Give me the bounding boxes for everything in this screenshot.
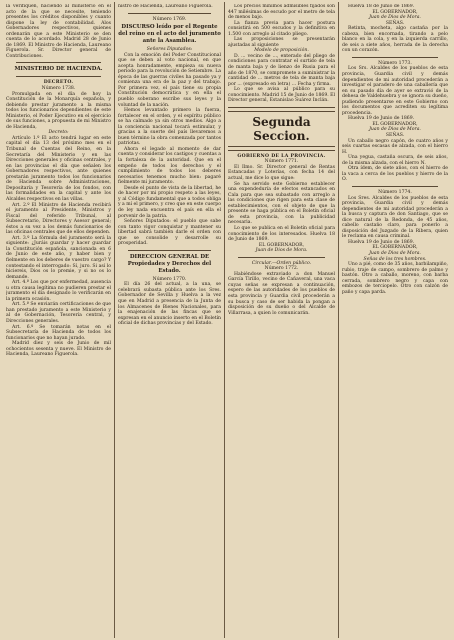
paragraph: Los precios mínimos admisibles fijados son 447 milésimas de escudo por el metro de tela de menos bajo. <box>228 4 335 21</box>
column-rule <box>338 2 339 638</box>
item-number: Número 1774. <box>378 189 412 195</box>
paragraph: Huelva 19 de Junio de 1869. <box>348 239 415 245</box>
paragraph: El día 26 del actual, a la una, se celebrará subasta pública ante los Sres. Gobernador de Sevilla y Huelva a la vez que en Madrid a presencia de la Junta de los Almacenes de Bienes Nacionales, para la enajenación de las fincas que se expresan en el anuncio inserto en el Boletín oficial de dichas provincias y del Estado. <box>118 282 221 327</box>
section-title: Segunda Seccion. <box>252 114 311 143</box>
separator <box>228 146 335 151</box>
signature-name: Juan de Dios de Mora. <box>255 248 308 254</box>
separator <box>352 186 438 187</box>
paragraph: Promulgada en el día de hoy la Constitución de la Monarquía española, y debiendo prestar juramento a la misma todos los funcionarios dependientes de este Ministerio, el Poder Ejecutivo en el ejercicio de sus funciones, a propuesta de mi Ministro de Hacienda, <box>6 91 111 130</box>
separator <box>238 257 325 258</box>
item-number: Número 1769. <box>152 16 187 22</box>
model-title: Modelo de proposición. <box>254 48 309 54</box>
paragraph: Uno a pié, como de 35 años, barbilampiño, rubio, traje de campo, sombrero de palmo y bastón. Otro a caballo, moreno, con barba cerrada, sombrero negro y capa con embozos de terciopelo. Otro con calzón de paño y capa parda. <box>342 262 448 295</box>
paragraph: Art. 5.º Se enviarán certificaciones de que han prestado juramento a este Ministerio y al de Gobernación, Tesorería central, y Direcciones generales. <box>6 302 111 324</box>
paragraph: Los Sres. Alcaldes de los pueblos de esta provincia, Guardia civil y demás dependientes de mi autoridad procederán a la busca y captura de don Santiago, que se dice natural de la Redonda, de 45 años, cabello castaño claro, para ponerlo a disposición del Juzgado de la Ribera, quien le reclama en causa criminal. <box>342 195 448 240</box>
column-4 <box>342 4 448 636</box>
paragraph: Habiéndose extraviado a don Manuel García Tirillo, vecino de Cañaveral, una vaca cuyas señas se expresan a continuación, espero de las autoridades de los pueblos de esta provincia y Guardia civil procederán a su busca y caso de ser habida la pongan a disposición de su dueño o del Alcalde de Villarrasa, a quien lo comunicarán. <box>228 271 335 316</box>
section-heading: DIRECCION GENERAL DE Propiedades y Derechos del Estado. <box>127 253 212 274</box>
signature-title: EL GOBERNADOR, <box>258 242 305 248</box>
senas-heading: SEÑAS. <box>385 133 405 139</box>
paragraph: La fianza previa para hacer postura consistirá en 500 escudos y la definitiva en 1.500 con arreglo al citado pliego. <box>228 20 335 37</box>
paragraph: Art. 4.º Los que por enfermedad, ausencia u otra causa legítima no pudieren prestar el juramento el día designado lo verificarán en la primera ocasión. <box>6 280 111 302</box>
item-number: Número 1773. <box>378 60 412 66</box>
paragraph: Con la emoción del Poder Constitucional que se deben al voto nacional, en que acepta honradamente, empieza su nueva período para la revolución de Setiembre. La época de las guerras civiles ha pasado ya y comienza una era de la paz y del trabajo. Por primera vez, el país tiene su propia Constitución democrática y en ella el pueblo soberano escribe sus leyes y la voluntad de la nación. <box>118 52 221 108</box>
column-1 <box>6 4 111 636</box>
paragraph: Un caballo negro capón, de cuatro años y seis cuartas escasas de alzada, con el hierro H. <box>342 138 448 155</box>
paragraph: El Ilmo. Sr. Director general de Rentas Estancadas y Loterías, con fecha 14 del actual, me dice lo que sigue: <box>228 164 335 182</box>
paragraph: Las proposiciones se presentarán ajustadas al siguiente <box>228 37 335 48</box>
separator <box>128 250 211 251</box>
decree-title: DECRETO. <box>43 80 74 86</box>
signature-name: Juan de Dios de Mora. <box>369 250 421 256</box>
paragraph: Art. 2.º El Ministro de Hacienda recibirá el juramento al Presidente, Ministros y Fiscal del referido Tribunal, al Subsecretario, Directores y Asesor general; éstos a su vez a los demás funcionarios de las oficinas centrales que de ellos dependen. <box>6 202 111 236</box>
column-rule <box>114 2 115 638</box>
paragraph: Madrid diez y seis de Junio de mil ochocientos sesenta y nueve. El Ministro de Hacienda, Laureano Figuerola. <box>6 341 111 358</box>
paragraph: Señores Diputados: el pueblo que sabe con tanto vigor conquistar y mantener su libertad sabrá también darle el orden con que se consolide y desarrolle su prosperidad. <box>118 219 221 247</box>
column-rule <box>224 2 225 638</box>
signature-title: EL GOBERNADOR, <box>372 121 418 127</box>
separator <box>228 107 335 112</box>
paragraph: Lo que se avisa al público para su conocimiento. Madrid 15 de Junio de 1869. El Director general, Estanislao Suárez Inclán. <box>228 87 335 104</box>
item-number: Número 1771. <box>264 159 299 165</box>
separator <box>16 76 101 77</box>
item-number: Número 1772. <box>264 266 299 272</box>
signature-title: EL GOBERNADOR, <box>372 245 418 251</box>
paragraph: Artículo 1.º El acto tendrá lugar en este capital el día 13 del próximo mes en el Tribunal de Cuentas del Reino, en la Secretaría del Ministerio y en las Direcciones generales y oficinas centrales, y en las provincias el día que señalen los Gobernadores respectivos, ante quienes prestarán juramento todos los funcionarios de Hacienda sobre Administraciones, Depositaría y Tesorería de los fondos, con las formalidades en la capital y ante los Alcaldes respectivos en las villas. <box>6 135 111 202</box>
circular-title: Circular.—Orden público. <box>251 260 312 266</box>
decree-word: Decreto: <box>48 130 69 136</box>
paragraph: la verifiquen, haciendo al ministerio en el acto de la que se necesite, teniendo presentes los créditos disponibles y cuanto dispone la ley de contabilidad. Alos Gobernadores respectivos, quienes ordenarán que a este Ministerio se den cuenta de lo acordado. Madrid 28 de Junio de 1869. El Ministro de Hacienda, Laureano Figuerola. Sr. Director general de Contribuciones. <box>6 4 111 59</box>
senas-heading: Señas de los tres hombres. <box>363 256 427 262</box>
paragraph: Desde el punto de vista de la libertad, he de hacer por mi propio respeto a las leyes, y al Código fundamental que a todos obliga y a mí el primero, y creo que en este cuerpo de ley nada encuentra el país en ella el porvenir de la patria. <box>118 185 221 219</box>
paragraph: Lo que se publica en el Boletín oficial para conocimiento de los interesados. Huelva 18 de Junio de 1869. <box>228 225 335 243</box>
section-heading: GOBIERNO DE LA PROVINCIA. <box>237 153 326 159</box>
paragraph: Se ha servido este Gobierno establecer una expendeduría de efectos estancados en Cala para que sea subastado con arreglo a las condiciones que rigen para esta clase de establecimientos, con el objeto de que la presente se haga pública en el Boletín oficial de esta provincia, con la publicidad necesaria. <box>228 181 335 226</box>
salutation: Señores Diputados: <box>146 47 193 53</box>
paragraph: Ahora el legado al momento de dar cuenta y considerar los castigos y cuentas a la fortaleza de la autoridad. Que en el empeño de todos los derechos y el cumplimiento de todos los deberes necesarios tenemos mucho bien: pagaré fielmente mi juramento. <box>118 146 221 186</box>
paragraph: Otra ídem, de siete años, con el hierro de la vaca a cerca de los pueblos y hierro de la O. <box>342 166 448 183</box>
signature-name: Juan de Dios de Mora. <box>369 127 421 133</box>
paragraph: Art. 3.º La fórmula del juramento será la siguiente: ¿Juráis guardar y hacer guardar la Constitución española, sancionada en 6 de Junio de este año, y haber bien y fielmente en los deberes de vuestro cargo? Y contestando el interrogado: Sí, juro. Si así lo hiciereis, Dios os lo premie, y si no os lo demande. <box>6 235 111 280</box>
column-2 <box>118 4 221 636</box>
paragraph: Retinta, mocheta, algo castaña por la cabeza, bien encornada, tirando a pelo blanco en la cola, y en la izquierda carrillo, de seis a siete años, herrada de la derecha con un corazón. <box>342 26 448 54</box>
paragraph: Hemos levantado primero la fuerza, fortalecer en el orden, y el espíritu público se ha calmado ya sin otros medios. Algo a la conciencia nacional tocará estimular, y gracias a la suerte del país llevaremos a buen término la obra comenzada por tantos patriotas. <box>118 108 221 147</box>
paragraph: nistro de Hacienda, Laureano Figuerola. <box>118 4 213 9</box>
speech-title: DISCURSO leído por el Regente del reino en el acto del juramento ante la Asamblea. <box>118 24 221 45</box>
senas-heading: SEÑAS. <box>385 20 405 26</box>
signature-title: EL GOBERNADOR, <box>372 9 418 15</box>
paragraph: Art. 6.º Se tomarán notas en el Subsecretaría de Hacienda de todos los funcionarios que no hayan jurado. <box>6 324 111 341</box>
column-3 <box>228 4 335 636</box>
separator <box>16 62 101 63</box>
paragraph: Huelva 18 de Junio de 1869. <box>348 4 415 9</box>
section-heading: MINISTERIO DE HACIENDA. <box>14 66 103 73</box>
separator <box>352 57 438 58</box>
paragraph: Huelva 19 de Junio de 1869. <box>348 116 415 122</box>
separator <box>128 13 211 14</box>
signature-name: Juan de Dios de Mora. <box>369 15 421 21</box>
paragraph: D. ... vecino de ..., enterado del pliego de condiciones para contratar el surtido de tela de manta baja y de lienzo de Rusia para el año de 1870, se compromete a suministrar la cantidad de ... metros de tela de manta baja por ... (expresado en letra) ... Fecha y firma. <box>228 53 335 87</box>
item-number: Número 1770. <box>152 276 187 282</box>
paragraph: Los Srs. Alcaldes de los pueblos de esta provincia, Guardia civil y demás dependientes de mi autoridad procederán a investigar el paradero de una caballería que en su pasado día de ayer se extravió de la dehesa de Valdehuebra y se ignora su dueño, pudiendo presentarse en este Gobierno con los documentos que acrediten su legítima procedencia. <box>342 66 448 116</box>
item-number: Número 1738. <box>41 86 76 92</box>
paragraph: Una yegua, castaña oscura, de seis años, de la misma alzada, con el hierro N. <box>342 155 448 166</box>
